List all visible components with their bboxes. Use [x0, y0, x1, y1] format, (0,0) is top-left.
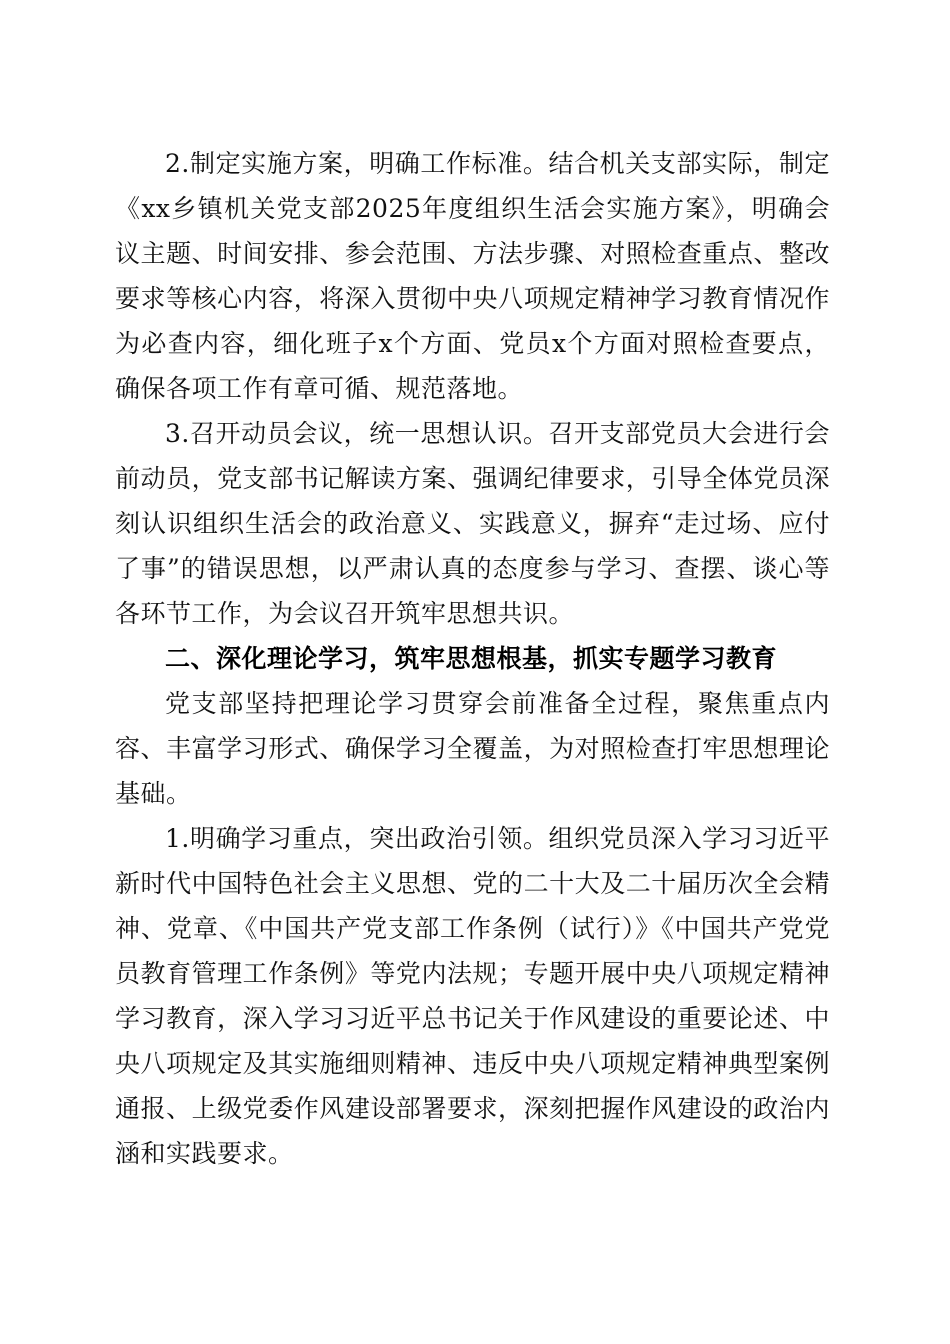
section-heading: 二、深化理论学习，筑牢思想根基，抓实专题学习教育	[165, 644, 778, 673]
paragraph-section-intro: 党支部坚持把理论学习贯穿会前准备全过程，聚焦重点内容、丰富学习形式、确保学习全覆盖，为对照检查打牢思想理论基础。	[115, 689, 830, 808]
paragraph-study-focus: 1.明确学习重点，突出政治引领。组织党员深入学习习近平新时代中国特色社会主义思想、党的二十大及二十届历次全会精神、党章、《中国共产党支部工作条例（试行）》《中国共产党党员教育管理工作条例》等党内法规；专题开展中央八项规定精神学习教育，深入学习习近平总书记关于作风建设的重要论述、中央八项规定及其实施细则精神、违反中央八项规定精神典型案例通报、上级党委作风建设部署要求，深刻把握作风建设的政治内涵和实践要求。	[115, 824, 830, 1168]
document-body	[115, 141, 830, 1176]
paragraph-mobilization-meeting: 3.召开动员会议，统一思想认识。召开支部党员大会进行会前动员，党支部书记解读方案、强调纪律要求，引导全体党员深刻认识组织生活会的政治意义、实践意义，摒弃“走过场、应付了事”的错误思想，以严肃认真的态度参与学习、查摆、谈心等各环节工作，为会议召开筑牢思想共识。	[115, 419, 830, 628]
paragraph-formulate-plan: 2.制定实施方案，明确工作标准。结合机关支部实际，制定《xx乡镇机关党支部2025年度组织生活会实施方案》，明确会议主题、时间安排、参会范围、方法步骤、对照检查重点、整改要求等核心内容，将深入贯彻中央八项规定精神学习教育情况作为必查内容，细化班子x个方面、党员x个方面对照检查要点，确保各项工作有章可循、规范落地。	[115, 149, 830, 403]
